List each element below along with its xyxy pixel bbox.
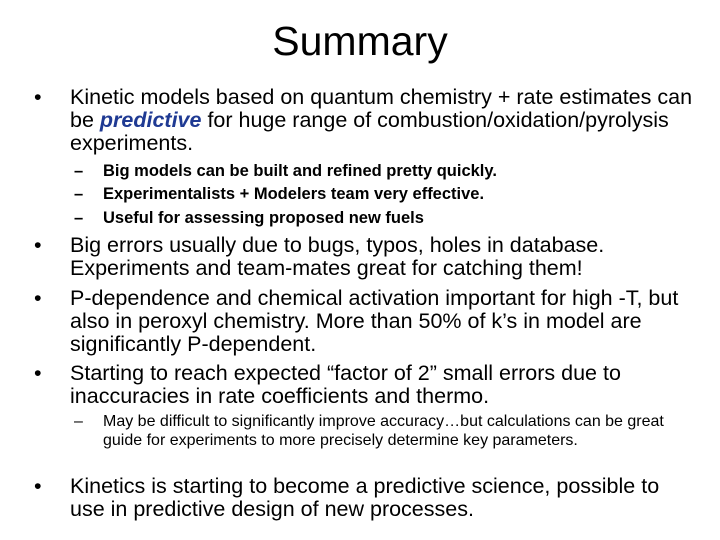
sub-item [74, 160, 684, 182]
sub-text: Useful for assessing proposed new fuels [103, 209, 424, 227]
bullet-text: Starting to reach expected “factor of 2” small errors due to inaccuracies in rate coefficients and thermo. [70, 361, 621, 408]
bullet-text: Kinetics is starting to become a predictive science, possible to use in predictive design of new processes. [70, 474, 660, 521]
sub-marker: – [74, 162, 84, 180]
page-title: Summary [272, 18, 448, 64]
bullet-text: Big errors usually due to bugs, typos, holes in database. Experiments and team-mates great for catching them! [70, 233, 605, 280]
bullet-marker: • [34, 361, 42, 385]
sub-marker: – [74, 185, 84, 203]
sub-marker: – [74, 209, 84, 227]
bullet-text-part: for huge range of combustion/oxidation/pyrolysis experiments. [70, 108, 669, 155]
bullet-marker: • [34, 233, 42, 257]
bullet-item [34, 362, 694, 408]
sub-text: May be difficult to significantly improve accuracy…but calculations can be great guide for experiments to more precisely determine key parameters. [103, 413, 664, 449]
bullet-text: P-dependence and chemical activation important for high -T, but also in peroxyl chemistry. More than 50% of k’s in model are significantly P-dependent. [70, 286, 679, 356]
sub-item [74, 183, 684, 205]
emphasis-word: predictive [99, 108, 202, 132]
sub-marker: – [74, 413, 83, 430]
bullet-marker: • [34, 474, 42, 498]
bullet-item [34, 86, 694, 155]
bullet-item [34, 287, 694, 356]
bullet-item [34, 234, 694, 280]
bullet-marker: • [34, 286, 42, 310]
bullet-text [70, 86, 694, 155]
sub-item [74, 412, 684, 450]
bullet-item [34, 475, 694, 521]
sub-item [74, 207, 684, 229]
sub-text: Experimentalists + Modelers team very effective. [103, 185, 485, 203]
sub-text: Big models can be built and refined pretty quickly. [103, 162, 497, 180]
bullet-marker: • [34, 85, 42, 109]
bullet-text-part: Kinetic models based on quantum chemistry + rate estimates can be [70, 85, 693, 132]
